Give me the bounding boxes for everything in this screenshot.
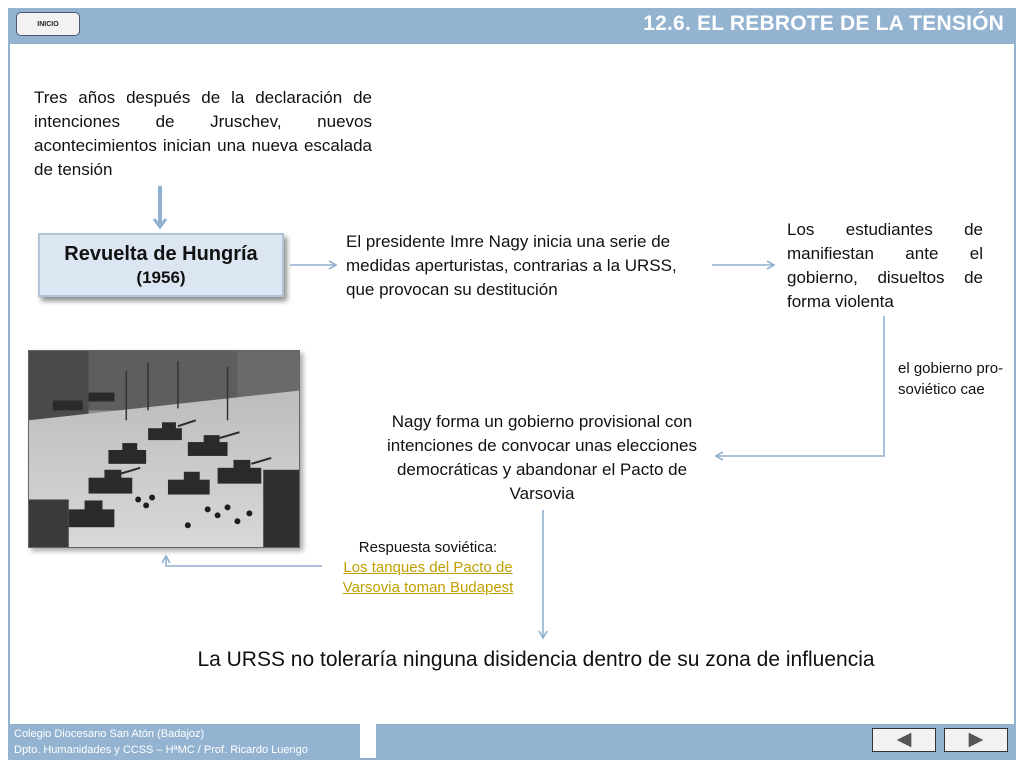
students-text: Los estudiantes de manifiestan ante el gobierno, disueltos de forma violenta [787,220,983,311]
footer-school: Colegio Diocesano San Atón (Badajoz) [14,728,205,740]
home-button[interactable]: INICIO [16,12,80,36]
soviet-response [322,538,534,598]
next-slide-button[interactable] [944,728,1008,752]
previous-slide-button[interactable] [872,728,936,752]
hungria-box [38,233,284,297]
hungria-title: Revuelta de Hungría [64,243,258,265]
budapest-tanks-photo [28,350,300,548]
triangle-right-icon [945,729,1007,751]
provisional-gov-text: Nagy forma un gobierno provisional con intenciones de convocar unas elecciones democráticas y abandonar el Pacto de Varsovia [387,412,697,503]
soviet-response-label: Respuesta soviética: [358,539,498,556]
nagy-measures-text: El presidente Imre Nagy inicia una serie de medidas aperturistas, contrarias a la URSS, que provocan su destitución [346,232,677,299]
footer-department: Dpto. Humanidades y CCSS – HªMC / Prof. Ricardo Luengo [14,744,308,756]
triangle-left-icon [873,729,935,751]
conclusion-text: La URSS no toleraría ninguna disidencia dentro de su zona de influencia [197,648,875,671]
page-title: 12.6. EL REBROTE DE LA TENSIÓN [643,12,1004,35]
gov-falls-text: el gobierno pro-soviético cae [898,360,1004,398]
footer-credits [8,724,360,760]
hungria-year: (1956) [136,268,186,287]
intro-text: Tres años después de la declaración de intenciones de Jruschev, nuevos acontecimientos inician una nueva escalada de tensión [34,88,372,179]
soviet-response-link[interactable]: Los tanques del Pacto de Varsovia toman Budapest [342,559,514,596]
